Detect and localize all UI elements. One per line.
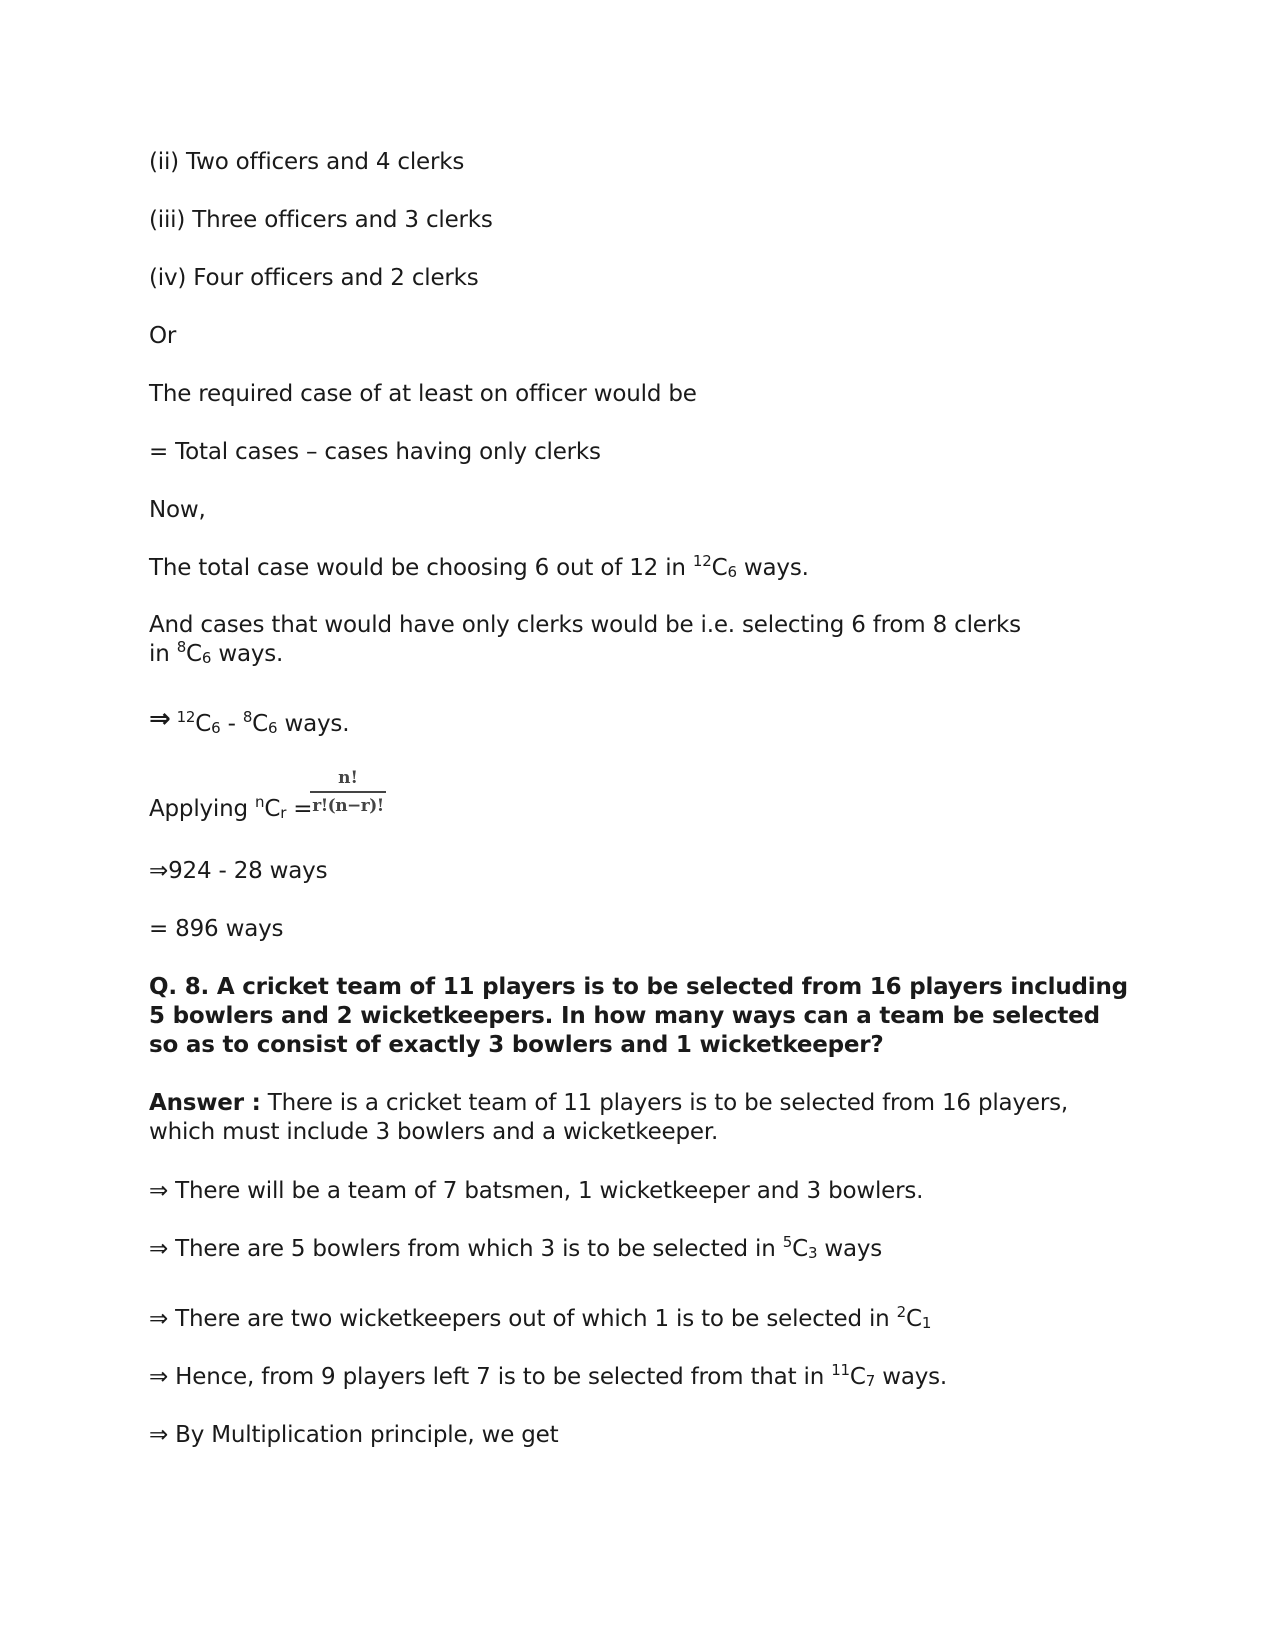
remaining-players-text: ⇒ Hence, from 9 players left 7 is to be selected from that in	[149, 1364, 832, 1390]
answer-paragraph	[149, 1089, 1129, 1147]
total-minus-clerks-line	[149, 438, 601, 467]
combination-superscript: n	[255, 793, 265, 811]
question-8-text: Q. 8. A cricket team of 11 players is to be selected from 16 players including 5 bowlers and 2 wicketkeepers. In how many ways can a team be selected so as to consist of exactly 3 bowlers and 1 wicketkeeper?	[149, 974, 1128, 1058]
minus-text: -	[220, 711, 243, 737]
combination-subscript: 3	[807, 1244, 818, 1262]
combination-base: C	[711, 555, 728, 581]
fraction-denominator: r!(n−r)!	[312, 796, 384, 816]
wicketkeepers-text: ⇒ There are two wicketkeepers out of which 1 is to be selected in	[149, 1306, 897, 1332]
combination-superscript: 12	[692, 552, 712, 570]
result-text: = 896 ways	[149, 916, 284, 942]
fraction-numerator: n!	[338, 768, 358, 788]
answer-label: Answer :	[149, 1090, 261, 1116]
bowlers-suffix: ways	[817, 1236, 883, 1262]
bowlers-line	[149, 1235, 882, 1264]
only-clerks-suffix: ways.	[211, 641, 284, 667]
combination-subscript: 6	[201, 649, 212, 667]
total-minus-clerks-text: = Total cases – cases having only clerks	[149, 439, 601, 465]
or-line	[149, 322, 176, 351]
total-case-suffix: ways.	[736, 555, 809, 581]
combination-superscript: 11	[831, 1361, 850, 1379]
combination-superscript: 2	[896, 1303, 906, 1321]
combination-superscript: 12	[176, 708, 196, 726]
required-case-line	[149, 380, 697, 409]
multiplication-principle-text: ⇒ By Multiplication principle, we get	[149, 1422, 559, 1448]
bowlers-text: ⇒ There are 5 bowlers from which 3 is to be selected in	[149, 1236, 783, 1262]
only-clerks-text: And cases that would have only clerks would be i.e. selecting 6 from 8 clerks	[149, 612, 1021, 638]
case-ii-text: (ii) Two officers and 4 clerks	[149, 149, 465, 175]
implies-arrow-icon: ⇒	[149, 704, 171, 734]
question-8	[149, 973, 1129, 1060]
combination-base: C	[792, 1236, 808, 1262]
only-clerks-prefix: in	[149, 641, 177, 667]
combination-base: C	[195, 711, 212, 737]
case-iii-text: (iii) Three officers and 3 clerks	[149, 207, 493, 233]
combination-base: C	[252, 711, 269, 737]
combination-base: C	[186, 641, 202, 667]
case-iv-text: (iv) Four officers and 2 clerks	[149, 265, 479, 291]
difference-suffix: ways.	[277, 711, 350, 737]
result-line	[149, 915, 283, 944]
difference-line	[149, 705, 349, 739]
combination-superscript: 5	[782, 1233, 793, 1251]
computed-line	[149, 857, 327, 886]
total-case-text: The total case would be choosing 6 out of 12 in	[149, 555, 693, 581]
total-case-line	[149, 554, 809, 583]
combination-base: C	[264, 796, 281, 822]
applying-text: Applying	[149, 796, 256, 822]
case-iii-line	[149, 206, 493, 235]
applying-formula-line	[149, 795, 312, 824]
answer-text: There is a cricket team of 11 players is to be selected from 16 players, which must include 3 bowlers and a wicketkeeper.	[149, 1090, 1068, 1145]
combination-base: C	[906, 1306, 922, 1332]
case-iv-line	[149, 264, 479, 293]
remaining-players-line	[149, 1363, 947, 1392]
case-ii-line	[149, 148, 464, 177]
or-text: Or	[149, 323, 177, 349]
only-clerks-line-1	[149, 611, 1021, 640]
combination-subscript: r	[280, 804, 287, 822]
combination-formula-fraction	[310, 768, 386, 816]
now-line	[149, 496, 206, 525]
now-text: Now,	[149, 497, 206, 523]
combination-subscript: 6	[268, 719, 278, 737]
combination-subscript: 7	[865, 1372, 876, 1390]
wicketkeepers-line	[149, 1305, 931, 1334]
team-composition-text: ⇒ There will be a team of 7 batsmen, 1 wicketkeeper and 3 bowlers.	[149, 1178, 924, 1204]
required-case-text: The required case of at least on officer would be	[149, 381, 697, 407]
computed-text: ⇒924 - 28 ways	[149, 858, 328, 884]
only-clerks-line-2	[149, 640, 283, 669]
equals-text: =	[286, 796, 313, 822]
combination-superscript: 8	[242, 708, 253, 726]
combination-subscript: 6	[211, 719, 221, 737]
multiplication-principle-line	[149, 1421, 558, 1450]
combination-base: C	[849, 1364, 866, 1390]
combination-subscript: 1	[921, 1314, 932, 1332]
combination-superscript: 8	[176, 638, 187, 656]
fraction-bar	[310, 791, 386, 793]
remaining-players-suffix: ways.	[875, 1364, 948, 1390]
combination-subscript: 6	[727, 563, 737, 581]
team-composition-line	[149, 1177, 923, 1206]
